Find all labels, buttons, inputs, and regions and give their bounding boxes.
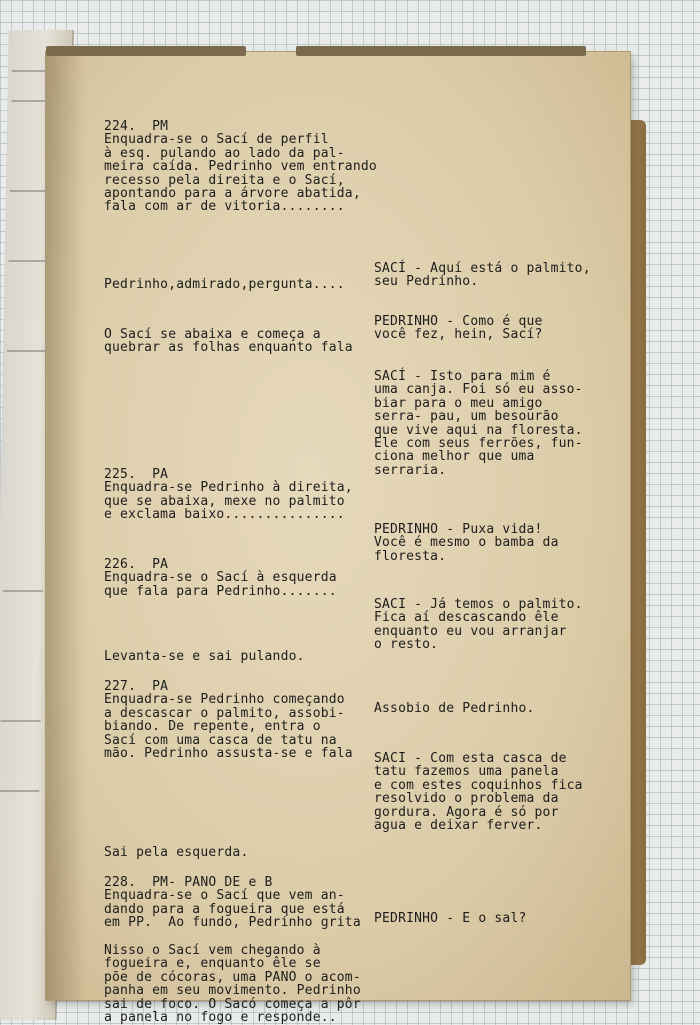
text-line: 228. PM- PANO DE e B: [104, 875, 273, 890]
direction-block: [104, 120, 377, 214]
text-line: SACI - Já temos o palmito.: [374, 597, 583, 612]
text-line: a descascar o palmito, assobi-: [104, 705, 345, 721]
text-line: gordura. Agora é só por: [374, 804, 559, 820]
text-line: a panela no fogo e responde..: [104, 1010, 337, 1025]
text-line: e exclama baixo...............: [104, 507, 345, 523]
direction-block: [104, 846, 248, 859]
text-line: serra- pau, um besourão: [374, 409, 559, 425]
text-line: e com estes coquinhos fica: [374, 777, 583, 793]
text-line: fala com ar de vitoria........: [104, 199, 345, 215]
dialogue-block: [374, 262, 591, 289]
text-line: Enquadra-se Pedrinho começando: [104, 692, 345, 708]
text-line: 226. PA: [104, 557, 169, 572]
text-line: meira caída. Pedrinho vem entrando: [104, 159, 377, 175]
torn-edge: [296, 46, 586, 56]
text-line: Assobio de Pedrinho.: [374, 701, 535, 716]
text-line: PEDRINHO - Como é que: [374, 314, 543, 329]
direction-block: [104, 558, 337, 598]
text-line: Você é mesmo o bamba da: [374, 535, 559, 551]
dialogue-block: [374, 315, 543, 342]
text-line: Ele com seus ferrões, fun-: [374, 436, 583, 452]
text-line: tatu fazemos uma panela: [374, 764, 559, 780]
text-line: apontando para a árvore abatida,: [104, 186, 361, 202]
text-line: Pedrinho,admirado,pergunta....: [104, 277, 345, 292]
text-line: em PP. Ao fundo, Pedrinho grita: [104, 915, 361, 931]
text-line: SACI - Com esta casca de: [374, 751, 567, 766]
text-line: agua e deixar ferver.: [374, 818, 543, 834]
text-line: O Sací se abaixa e começa a: [104, 327, 321, 342]
text-line: biar para o meu amigo: [374, 395, 543, 411]
text-line: põe de cócoras, uma PANO o acom-: [104, 969, 361, 985]
direction-block: [104, 680, 353, 760]
text-line: PEDRINHO - E o sal?: [374, 911, 527, 926]
text-line: serraria.: [374, 462, 447, 478]
text-line: recesso pela direita e o Sací,: [104, 172, 345, 188]
text-line: sai de foco. O Sacó começa a pôr: [104, 996, 361, 1012]
text-line: Nisso o Sací vem chegando à: [104, 943, 321, 958]
text-line: panha em seu movimento. Pedrinho: [104, 983, 361, 999]
dialogue-block: [374, 598, 583, 652]
text-line: você fez, hein, Sací?: [374, 327, 543, 343]
text-line: Enquadra-se Pedrinho à direita,: [104, 480, 353, 496]
text-line: Enquadra-se o Sací de perfil: [104, 132, 329, 148]
text-line: Sai pela esquerda.: [104, 845, 249, 860]
dialogue-block: [374, 752, 583, 832]
text-line: dando para a fogueira que está: [104, 901, 345, 917]
text-line: que fala para Pedrinho.......: [104, 583, 337, 599]
text-line: floresta.: [374, 548, 447, 564]
text-line: ciona melhor que uma: [374, 449, 535, 465]
text-line: SACÍ - Aquí está o palmito,: [374, 261, 591, 276]
direction-block: [104, 468, 353, 522]
direction-block: [104, 278, 345, 291]
text-line: que vive aqui na floresta.: [374, 422, 583, 438]
dialogue-block: [374, 912, 527, 925]
direction-block: [104, 650, 305, 663]
text-line: biando. De repente, entra o: [104, 719, 321, 735]
text-line: PEDRINHO - Puxa vida!: [374, 522, 543, 537]
text-line: seu Pedrinho.: [374, 274, 479, 290]
text-line: Fica aí descascando êle: [374, 610, 559, 626]
text-line: 225. PA: [104, 467, 169, 482]
text-line: 227. PA: [104, 679, 169, 694]
dialogue-block: [374, 523, 559, 563]
text-line: fogueira e, enquanto êle se: [104, 956, 321, 972]
text-line: SACÍ - Isto para mim é: [374, 369, 551, 384]
direction-block: [104, 876, 361, 930]
direction-block: [104, 944, 361, 1024]
text-line: Enquadra-se o Sací à esquerda: [104, 570, 337, 586]
text-line: resolvido o problema da: [374, 791, 559, 807]
text-line: mão. Pedrinho assusta-se e fala: [104, 746, 353, 762]
text-line: uma canja. Foi só eu asso-: [374, 382, 583, 398]
text-line: enquanto eu vou arranjar: [374, 623, 567, 639]
script-page: [46, 52, 630, 1025]
direction-block: [104, 328, 353, 355]
text-line: que se abaixa, mexe no palmito: [104, 493, 345, 509]
text-line: o resto.: [374, 637, 439, 653]
text-line: Enquadra-se o Sací que vem an-: [104, 888, 345, 904]
text-line: Sací com uma casca de tatu na: [104, 732, 337, 748]
text-line: à esq. pulando ao lado da pal-: [104, 145, 345, 161]
text-line: 224. PM: [104, 119, 169, 134]
text-line: quebrar as folhas enquanto fala: [104, 340, 353, 356]
torn-edge: [46, 46, 246, 56]
text-line: Levanta-se e sai pulando.: [104, 649, 305, 664]
dialogue-block: [374, 702, 535, 715]
dialogue-block: [374, 370, 583, 477]
